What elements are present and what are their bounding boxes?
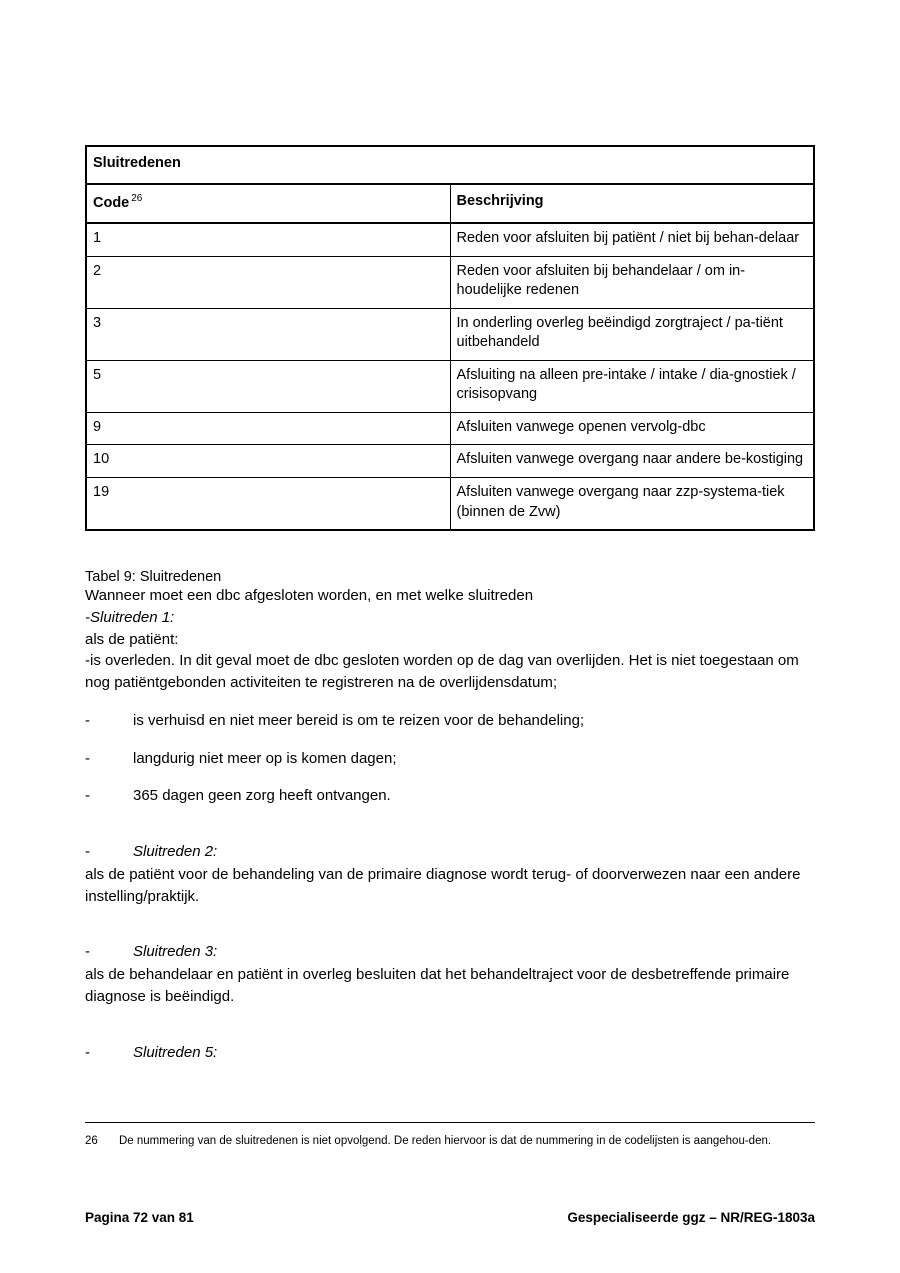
table-row xyxy=(86,412,814,445)
page-footer xyxy=(85,1210,815,1225)
table-cell-description: Afsluiten vanwege overgang naar andere be-kostiging xyxy=(450,445,814,478)
table-title-row xyxy=(86,146,814,184)
table-row xyxy=(86,223,814,256)
table-row xyxy=(86,308,814,360)
footer-document-reference: Gespecialiseerde ggz – NR/REG-1803a xyxy=(567,1210,815,1225)
table-cell-description: Afsluiten vanwege overgang naar zzp-systema-tiek (binnen de Zvw) xyxy=(450,478,814,531)
table-cell-code: 2 xyxy=(86,256,450,308)
footnote-text: De nummering van de sluitredenen is niet opvolgend. De reden hiervoor is dat de nummering in de codelijsten is aangehou-den. xyxy=(119,1135,772,1147)
table-cell-code: 3 xyxy=(86,308,450,360)
table-cell-description: Afsluiten vanwege openen vervolg-dbc xyxy=(450,412,814,445)
table-header-code-label: Code xyxy=(93,194,130,211)
list-item xyxy=(85,785,815,807)
list-item-text: 365 dagen geen zorg heeft ontvangen. xyxy=(133,787,391,805)
sluitreden-1-heading: -Sluitreden 1: xyxy=(85,608,175,626)
sluitreden-3-body: als de behandelaar en patiënt in overleg besluiten dat het behandeltraject voor de desbetreffende primaire diagnose is beëindigd. xyxy=(85,966,790,1005)
sluitreden-1-lead: als de patiënt: xyxy=(85,630,179,648)
table-header-row xyxy=(86,184,814,223)
footnote-marker-26: 26 xyxy=(131,192,143,204)
sluitreden-2-heading xyxy=(85,841,815,863)
dash-bullet: - xyxy=(85,1043,90,1061)
footnote-number: 26 xyxy=(85,1135,98,1147)
footer-page-number: Pagina 72 van 81 xyxy=(85,1210,194,1225)
sluitreden-2-block xyxy=(85,841,815,907)
sluitreden-5-heading-text: Sluitreden 5: xyxy=(133,1043,218,1061)
table-row xyxy=(86,360,814,412)
dash-bullet: - xyxy=(85,749,90,767)
sluitreden-5-heading xyxy=(85,1042,815,1064)
table-cell-description: Reden voor afsluiten bij behandelaar / om in-houdelijke redenen xyxy=(450,256,814,308)
page-content xyxy=(85,145,815,1063)
list-item-text: langdurig niet meer op is komen dagen; xyxy=(133,749,397,767)
sluitreden-2-body: als de patiënt voor de behandeling van de primaire diagnose wordt terug- of doorverwezen naar een andere instelling/praktijk. xyxy=(85,865,801,905)
table-body xyxy=(86,146,814,530)
table-cell-description: In onderling overleg beëindigd zorgtraject / pa-tiënt uitbehandeld xyxy=(450,308,814,360)
table-header-description: Beschrijving xyxy=(450,184,814,223)
sluitreden-1-first-item: -is overleden. In dit geval moet de dbc gesloten worden op de dag van overlijden. Het is niet toegestaan om nog patiëntgebonden activiteiten te registreren na de overlijdensdatum; xyxy=(85,652,799,692)
table-caption: Tabel 9: Sluitredenen xyxy=(85,569,222,586)
intro-paragraph: Wanneer moet een dbc afgesloten worden, en met welke sluitreden xyxy=(85,587,534,605)
list-item xyxy=(85,710,815,732)
sluitreden-3-block xyxy=(85,941,815,1007)
table-cell-description: Afsluiting na alleen pre-intake / intake / dia-gnostiek / crisisopvang xyxy=(450,360,814,412)
table-cell-code: 9 xyxy=(86,412,450,445)
sluitreden-2-heading-text: Sluitreden 2: xyxy=(133,843,218,861)
dash-bullet: - xyxy=(85,943,90,961)
table-header-code xyxy=(86,184,450,223)
list-item xyxy=(85,748,815,770)
dash-bullet: - xyxy=(85,787,90,805)
dash-bullet: - xyxy=(85,711,90,729)
table-cell-code: 19 xyxy=(86,478,450,531)
list-item-text: is verhuisd en niet meer bereid is om te reizen voor de behandeling; xyxy=(133,711,585,729)
table-row xyxy=(86,256,814,308)
dash-bullet: - xyxy=(85,843,90,861)
sluitreden-1-list xyxy=(85,710,815,807)
sluitredenen-table xyxy=(85,145,815,531)
footnote-26 xyxy=(85,1133,815,1150)
sluitreden-5-block xyxy=(85,1042,815,1064)
table-row xyxy=(86,478,814,531)
table-cell-code: 5 xyxy=(86,360,450,412)
table-title-cell: Sluitredenen xyxy=(86,146,814,184)
table-cell-description: Reden voor afsluiten bij patiënt / niet bij behan-delaar xyxy=(450,223,814,256)
table-cell-code: 10 xyxy=(86,445,450,478)
sluitreden-3-heading-text: Sluitreden 3: xyxy=(133,943,218,961)
table-row xyxy=(86,445,814,478)
footnote-separator xyxy=(85,1122,815,1123)
table-cell-code: 1 xyxy=(86,223,450,256)
sluitreden-3-heading xyxy=(85,941,815,963)
